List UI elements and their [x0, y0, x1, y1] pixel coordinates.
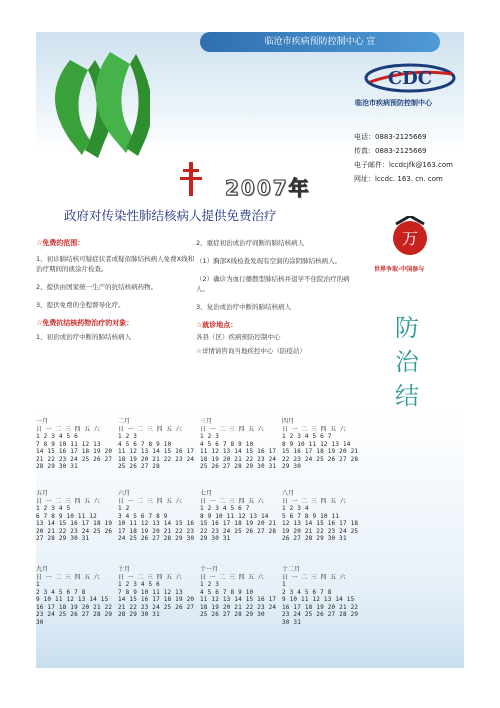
slogan-char: 防 [395, 314, 419, 342]
month-aug: 八月 日 一 二 三 四 五 六 1 2 3 4 5 6 7 8 9 10 11 12 13 14 15 16 17 18 19 20 21 22 23 24 25 26 27 28 29 30 31 [282, 490, 359, 542]
contact-website: 网址：lccdc. 163. cn. com [354, 175, 443, 183]
month-may: 五月 日 一 二 三 四 五 六 1 2 3 4 5 6 7 8 9 10 11 12 13 14 15 16 17 18 19 20 21 22 23 24 25 26 27 28 29 30 31 [36, 490, 113, 542]
list-item: 各县（区）疾病预防控制中心 [196, 333, 281, 341]
site-heading: ☆就诊地点： [196, 321, 238, 329]
month-jan: 一月 日 一 二 三 四 五 六 1 2 3 4 5 6 7 8 9 10 11 12 13 14 15 16 17 18 19 20 21 22 23 24 25 26 27 28 29 30 31 [36, 418, 113, 470]
list-item: （2）确诊为血行播散型肺结核并退学不住院治疗的病人。 [196, 275, 350, 293]
green-ribbon-icon [40, 40, 150, 160]
list-item: （1）胸部X线检查发现有空洞的涂阴肺结核病人。 [196, 257, 342, 265]
list-item: ☆详情请咨询当地疾控中心（防疫站） [196, 347, 306, 355]
contact-email: 电子邮件：lccdcjfk@163.com [354, 161, 453, 169]
list-item: 2、提供由国家统一生产的抗结核病药物。 [36, 283, 158, 291]
list-item: 2、重症初治或治疗间断的肺结核病人 [196, 239, 305, 247]
cdc-logo-text: CDC [387, 68, 433, 89]
contact-fax: 传真：0883-2125669 [354, 147, 427, 155]
cdc-logo-icon [360, 60, 460, 96]
month-jun: 六月 日 一 二 三 四 五 六 1 2 3 4 5 6 7 8 9 10 11 12 13 14 15 16 17 18 19 20 21 22 23 24 25 26 27 28 29 30 [118, 490, 195, 542]
main-title: 政府对传染性肺结核病人提供免费治疗 [64, 208, 277, 223]
month-jul: 七月 日 一 二 三 四 五 六 1 2 3 4 5 6 7 8 9 10 11 12 13 14 15 16 17 18 19 20 21 22 23 24 25 26 27 28 29 30 31 [200, 490, 277, 542]
banner-title-pill: 临沧市疾病预防控制中心 宣 [200, 32, 440, 52]
month-apr: 四月 日 一 二 三 四 五 六 1 2 3 4 5 6 7 8 9 10 11 12 13 14 15 16 17 18 19 20 21 22 23 24 25 26 27 28 29 30 [282, 418, 359, 470]
list-item: 1、初诊肺结核可疑症状者或疑似肺结核病人免费X线和治疗期间的痰涂片检查。 [36, 255, 195, 273]
slogan-char: 治 [395, 348, 419, 376]
list-item: 1、初治或治疗中断的肺结核病人 [36, 333, 132, 341]
calendar-2007 [36, 410, 464, 668]
contact-phone: 电话：0883-2125669 [354, 133, 427, 141]
month-nov: 十一月 日 一 二 三 四 五 六 1 2 3 4 5 6 7 8 9 10 11 12 13 14 15 16 17 18 19 20 21 22 23 24 25 26 27 28 29 30 [200, 566, 277, 618]
month-mar: 三月 日 一 二 三 四 五 六 1 2 3 4 5 6 7 8 9 10 11 12 13 14 15 16 17 18 19 20 21 22 23 24 25 26 27 28 29 30 31 [200, 418, 277, 470]
world-tb-day-logo-icon [376, 216, 446, 262]
target-heading: ☆免费抗结核药物治疗的对象： [36, 319, 134, 327]
right-column [196, 238, 356, 356]
list-item: 3、提供免费的全程督导化疗。 [36, 301, 125, 309]
month-oct: 十月 日 一 二 三 四 五 六 1 2 3 4 5 6 7 8 9 10 11 12 13 14 15 16 17 18 19 20 21 22 23 24 25 26 27 28 29 30 31 [118, 566, 195, 618]
month-feb: 二月 日 一 二 三 四 五 六 1 2 3 4 5 6 7 8 9 10 11 12 13 14 15 16 17 18 19 20 21 22 23 24 25 26 27 28 [118, 418, 195, 470]
list-item: 3、复治或治疗中断的肺结核病人 [196, 303, 292, 311]
lorraine-cross-icon [180, 162, 202, 196]
month-dec: 十二月 日 一 二 三 四 五 六 1 2 3 4 5 6 7 8 9 10 11 12 13 14 15 16 17 18 19 20 21 22 23 24 25 26 27 28 29 30 31 [282, 566, 359, 626]
year-title: 2007年 [225, 176, 311, 200]
slogan-char: 结 [395, 382, 419, 410]
month-sep: 九月 日 一 二 三 四 五 六 1 2 3 4 5 6 7 8 9 10 11 12 13 14 15 16 17 18 19 20 21 22 23 24 25 26 27 28 29 30 [36, 566, 113, 626]
org-name: 临沧市疾病预防控制中心 [355, 99, 432, 107]
scope-heading: ☆免费的范围： [36, 239, 85, 247]
world-logo-text: 世界争取·中国参与 [374, 266, 425, 273]
left-column [36, 238, 196, 342]
svg-text:万: 万 [401, 229, 419, 248]
